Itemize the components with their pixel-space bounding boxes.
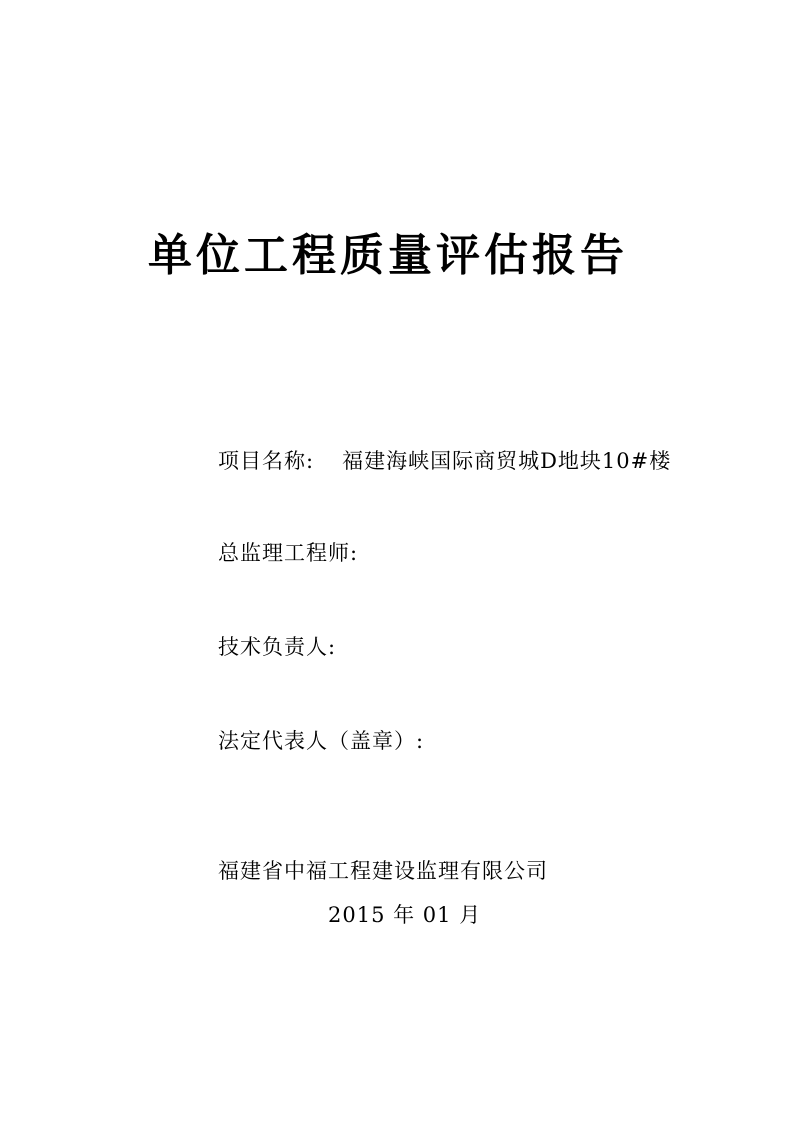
project-name-value: 福建海峡国际商贸城D地块10#楼: [342, 449, 672, 473]
chief-supervisor-label: 总监理工程师:: [218, 541, 359, 565]
legal-representative-label: 法定代表人（盖章）:: [218, 729, 425, 753]
project-name-field: [218, 446, 671, 476]
technical-lead-label: 技术负责人:: [218, 635, 337, 659]
document-title: 单位工程质量评估报告: [148, 230, 628, 281]
company-name: 福建省中福工程建设监理有限公司: [218, 859, 548, 883]
chief-supervisor-field: [218, 538, 386, 568]
project-name-label: 项目名称:: [218, 449, 315, 473]
legal-representative-field: [218, 726, 452, 756]
report-date: 2015 年 01 月: [328, 903, 482, 927]
technical-lead-field: [218, 632, 364, 662]
